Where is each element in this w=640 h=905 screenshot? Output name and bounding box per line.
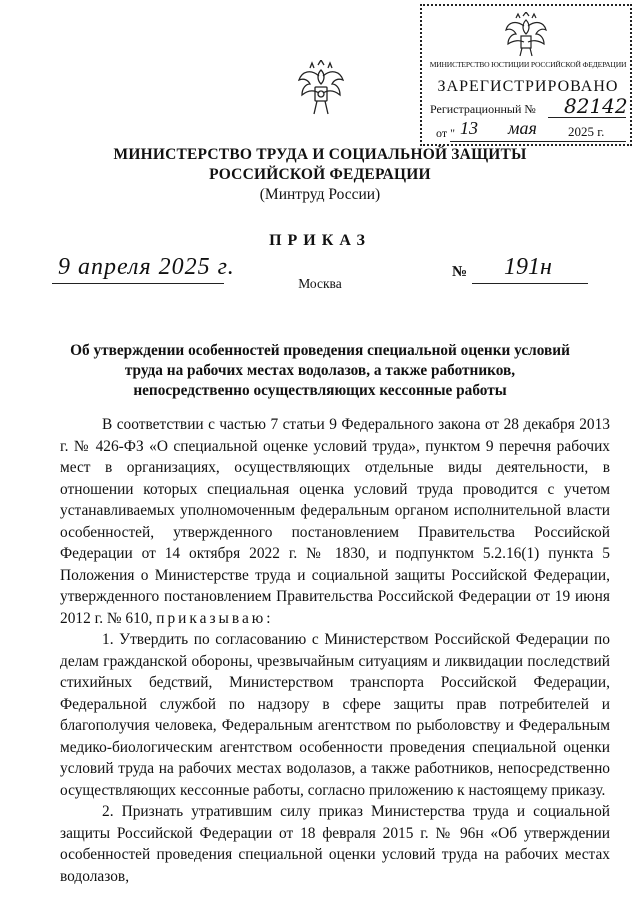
intro-text: В соответствии с частью 7 статьи 9 Федерального закона от 28 декабря 2013 г. № 426-ФЗ «О специальной оценке условий труда», пунктом 9 перечня рабочих мест в организациях, осуществляющих отдельные виды деятельности, в отношении которых специальная оценка условий труда проводится с учетом устанавливаемых уполномоченным федеральным органом исполнительной власти особенностей, утвержденного постановлением Правительства Российской Федерации от 14 октября 2022 г. № 1830, и подпунктом 5.2.16(1) пункта 5 Положения о Министерстве труда и социальной защиты Российской Федерации, утвержденного постановлением Правительства Российской Федерации от 19 июня 2012 г. № 610, <box>60 416 610 627</box>
stamp-date-line <box>450 141 626 142</box>
stamp-regnum-value: 82142 <box>564 94 628 118</box>
document-title: Об утверждении особенностей проведения специальной оценки условий труда на рабочих местах водолазов, а также работников, непосредственно осуществляющих кессонные работы <box>70 342 570 399</box>
stamp-date-ot: от " <box>436 126 455 140</box>
stamp-ministry: МИНИСТЕРСТВО ЮСТИЦИИ РОССИЙСКОЙ ФЕДЕРАЦИИ <box>429 60 627 69</box>
order-number-sign: № <box>452 264 468 280</box>
document-body <box>60 414 610 887</box>
stamp-registered: ЗАРЕГИСТРИРОВАНО <box>437 78 619 95</box>
ministry-name-line1: МИНИСТЕРСТВО ТРУДА И СОЦИАЛЬНОЙ ЗАЩИТЫ <box>113 146 527 163</box>
order-city: Москва <box>298 276 342 291</box>
registration-stamp <box>420 4 632 146</box>
order-number: 191н <box>504 254 552 280</box>
stamp-regnum-line <box>548 117 626 118</box>
ministry-abbr: (Минтруд России) <box>259 186 381 203</box>
stamp-regnum-label: Регистрационный № <box>430 102 536 116</box>
paragraph-intro <box>60 414 610 629</box>
coat-of-arms-icon <box>296 60 346 116</box>
ministry-name-line2: РОССИЙСКОЙ ФЕДЕРАЦИИ <box>209 166 431 183</box>
stamp-date-day: 13 <box>460 118 478 138</box>
coat-of-arms-icon <box>502 12 550 58</box>
prikazyvayu-text: приказываю: <box>156 609 274 627</box>
stamp-date-year: 2025 г. <box>568 124 605 139</box>
order-title: ПРИКАЗ <box>269 232 371 249</box>
stamp-date-month: мая <box>508 118 537 138</box>
paragraph-item-1: 1. Утвердить по согласованию с Министерством Российской Федерации по делам гражданской обороны, чрезвычайным ситуациям и ликвидации последствий стихийных бедствий, Министерством транспорта Российской Федерации, Федеральной службой по надзору в сфере защиты прав потребителей и благополучия человека, Федеральным агентством по рыболовству и Федеральным медико-биологическим агентством особенности проведения специальной оценки условий труда на рабочих местах водолазов, а также работников, непосредственно осуществляющих кессонные работы, согласно приложению к настоящему приказу. <box>60 631 610 799</box>
order-date: 9 апреля 2025 г. <box>58 254 235 280</box>
paragraph-item-2: 2. Признать утратившим силу приказ Министерства труда и социальной защиты Российской Федерации от 18 февраля 2015 г. № 96н «Об утверждении особенностей проведения специальной оценки условий труда на рабочих местах водолазов, <box>60 803 610 885</box>
